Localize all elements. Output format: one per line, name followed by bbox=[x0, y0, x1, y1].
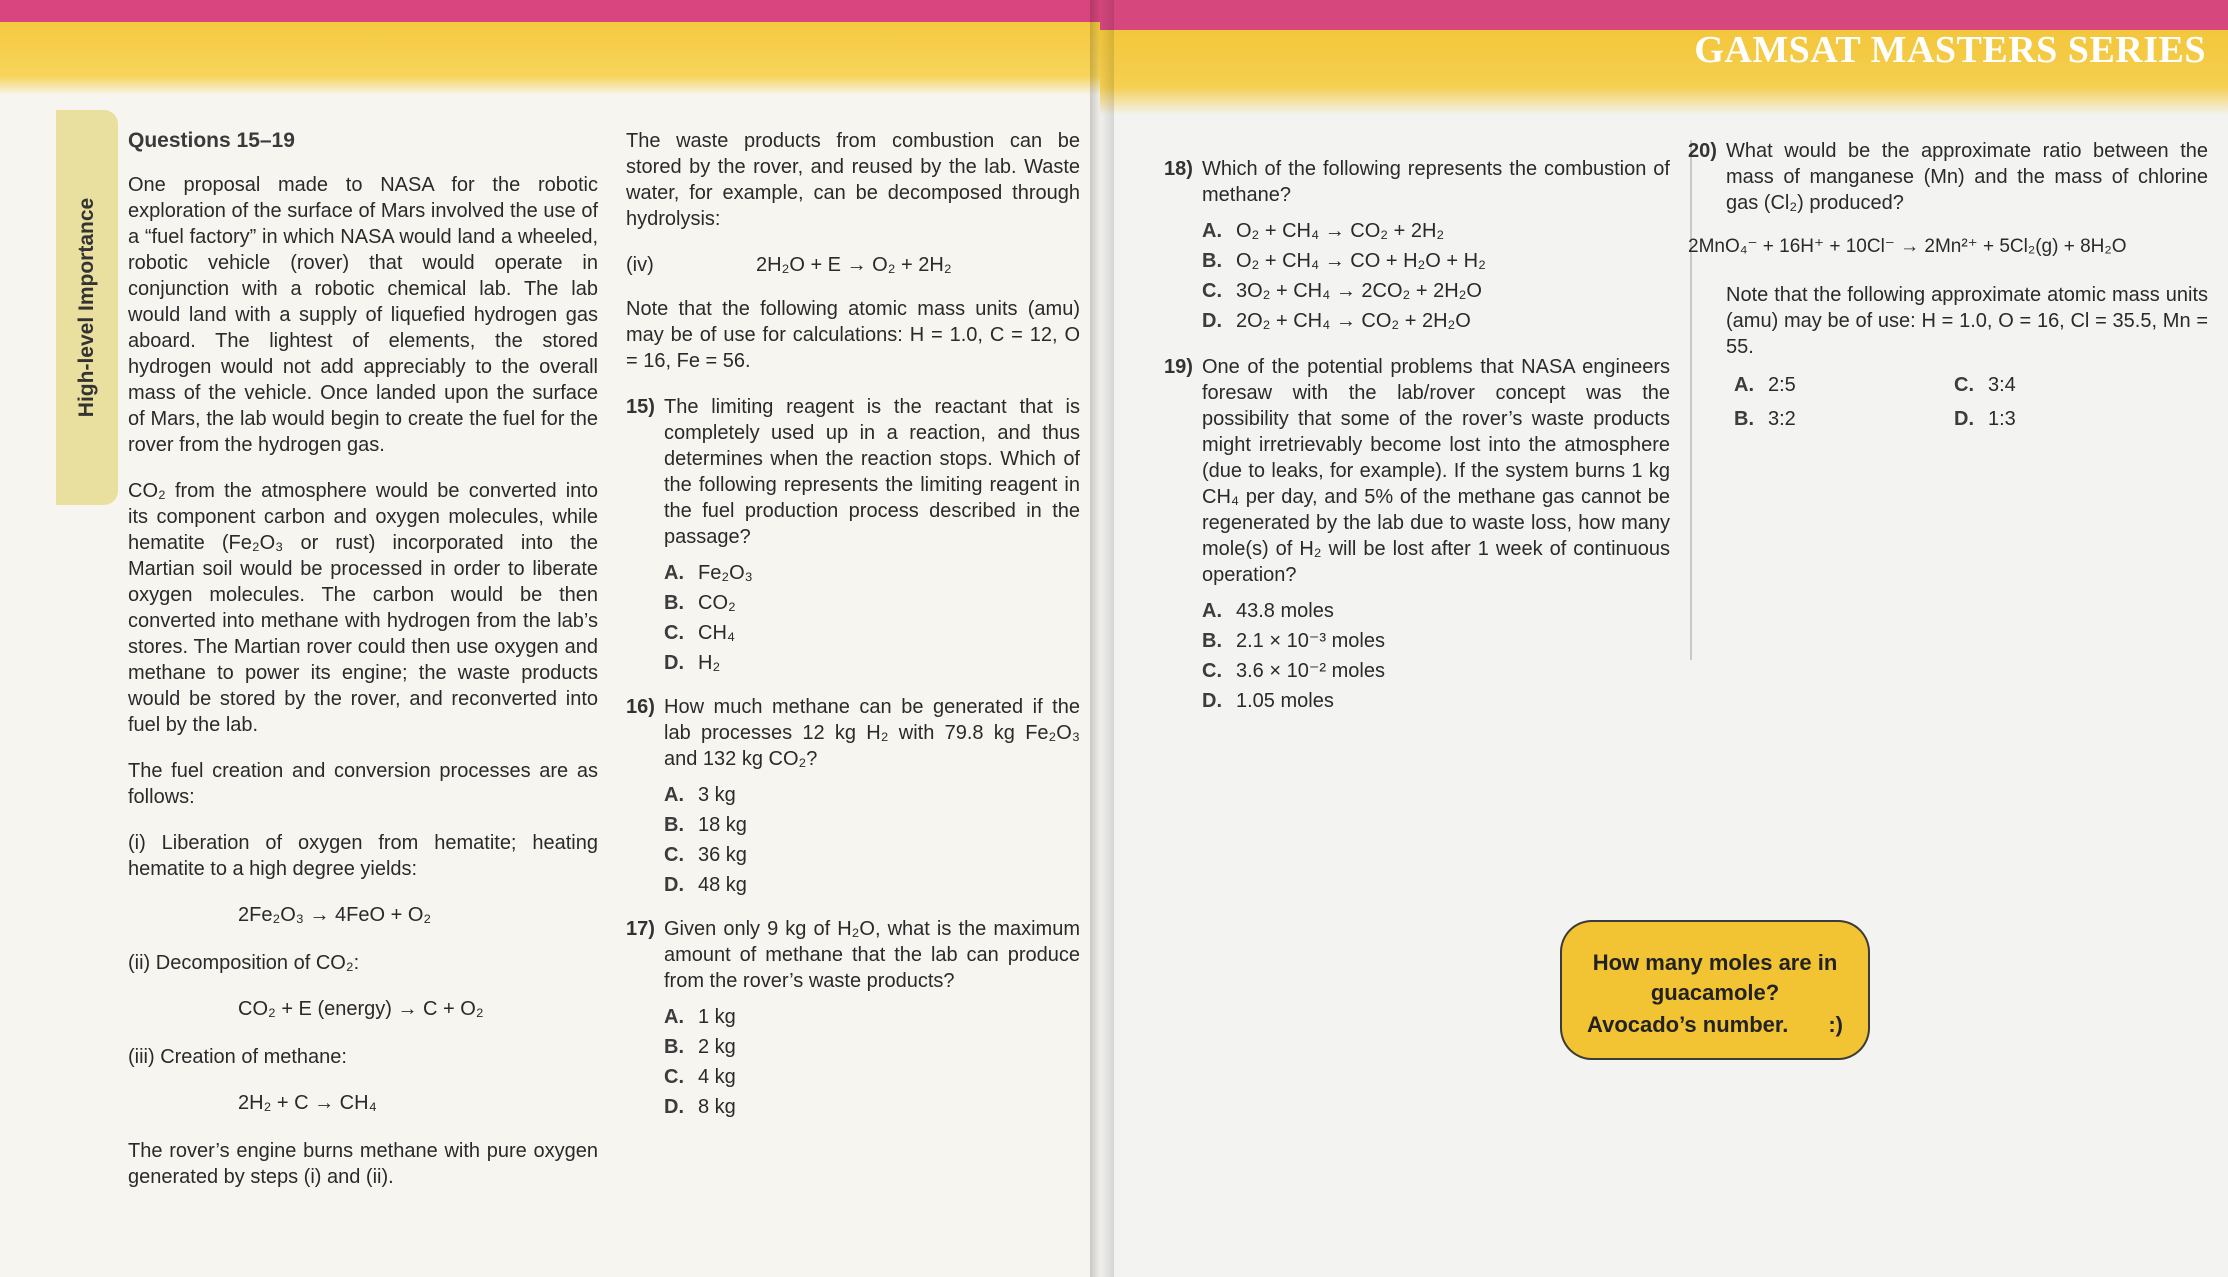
callout-answer: Avocado’s number. bbox=[1587, 1012, 1789, 1037]
option-text: Fe₂O₃ bbox=[698, 562, 753, 584]
option-letter: B. bbox=[664, 592, 684, 614]
question-17 bbox=[626, 916, 1080, 994]
process-step-4: (iv) bbox=[626, 254, 654, 276]
passage-paragraph-6: Note that the following atomic mass units (amu) may be of use for calculations: H = 1.0, C = 12, O = 16, Fe = 56. bbox=[626, 298, 1080, 372]
answer-option[interactable] bbox=[664, 842, 1080, 868]
questions-heading: Questions 15–19 bbox=[128, 129, 295, 152]
option-text: 2 kg bbox=[698, 1036, 736, 1058]
option-text: 2.1 × 10⁻³ moles bbox=[1236, 630, 1385, 652]
right-page-banner bbox=[1100, 0, 2228, 115]
question-18-options bbox=[1202, 218, 1670, 334]
option-letter: B. bbox=[1734, 408, 1754, 430]
question-20-options bbox=[1734, 372, 2208, 436]
left-page bbox=[0, 0, 1100, 1277]
option-letter: C. bbox=[664, 844, 684, 866]
question-19 bbox=[1164, 354, 1670, 588]
option-letter: D. bbox=[1954, 408, 1974, 430]
answer-option[interactable] bbox=[664, 1094, 1080, 1120]
question-16-options bbox=[664, 782, 1080, 898]
option-letter: A. bbox=[1202, 600, 1222, 622]
book-spine-shadow bbox=[1090, 0, 1114, 1277]
question-text: What would be the approximate ratio between the mass of manganese (Mn) and the mass of chlorine gas (Cl₂) produced? bbox=[1726, 140, 2208, 214]
option-letter: D. bbox=[664, 652, 684, 674]
passage-paragraph-1: One proposal made to NASA for the robotic exploration of the surface of Mars involved the use of a “fuel factory” in which NASA would land a wheeled, robotic vehicle (rover) that would operate in conjunction with a robotic chemical lab. The lab would land with a supply of liquefied hydrogen gas aboard. The lightest of elements, the stored hydrogen would not add appreciably to the overall mass of the vehicle. Once landed upon the surface of Mars, the lab would begin to create the fuel for the rover from the hydrogen gas. bbox=[128, 174, 598, 456]
question-20 bbox=[1688, 138, 2208, 216]
option-text: 48 kg bbox=[698, 874, 747, 896]
question-text: Which of the following represents the combustion of methane? bbox=[1202, 158, 1670, 206]
option-text: 18 kg bbox=[698, 814, 747, 836]
answer-option[interactable] bbox=[664, 782, 1080, 808]
equation-4-row bbox=[626, 252, 1080, 278]
option-text: 1.05 moles bbox=[1236, 690, 1334, 712]
importance-tab bbox=[56, 110, 118, 505]
option-text: O₂ + CH₄ → CO + H₂O + H₂ bbox=[1236, 250, 1486, 272]
option-letter: A. bbox=[664, 784, 684, 806]
answer-option[interactable] bbox=[1734, 406, 1954, 432]
option-letter: A. bbox=[1202, 220, 1222, 242]
option-letter: A. bbox=[1734, 374, 1754, 396]
passage-column-1 bbox=[128, 128, 598, 1210]
option-text: 4 kg bbox=[698, 1066, 736, 1088]
joke-callout bbox=[1560, 920, 1870, 1060]
option-letter: B. bbox=[664, 814, 684, 836]
answer-option[interactable] bbox=[664, 1004, 1080, 1030]
questions-column-3 bbox=[1164, 150, 1670, 732]
answer-option[interactable] bbox=[1954, 372, 2154, 398]
right-page bbox=[1100, 0, 2228, 1277]
option-text: 1 kg bbox=[698, 1006, 736, 1028]
smiley-emoticon: :) bbox=[1828, 1012, 1843, 1037]
option-letter: C. bbox=[1202, 660, 1222, 682]
process-step-3: (iii) Creation of methane: bbox=[128, 1046, 347, 1068]
option-text: CO₂ bbox=[698, 592, 736, 614]
option-letter: D. bbox=[664, 1096, 684, 1118]
answer-option[interactable] bbox=[1202, 598, 1670, 624]
question-number: 15) bbox=[626, 396, 655, 418]
option-letter: B. bbox=[664, 1036, 684, 1058]
option-letter: B. bbox=[1202, 250, 1222, 272]
process-step-2: (ii) Decomposition of CO₂: bbox=[128, 952, 360, 974]
answer-option[interactable] bbox=[664, 872, 1080, 898]
option-letter: C. bbox=[664, 1066, 684, 1088]
option-text: 3:4 bbox=[1988, 374, 2016, 396]
passage-paragraph-4: The rover’s engine burns methane with pure oxygen generated by steps (i) and (ii). bbox=[128, 1140, 598, 1188]
option-text: 2O₂ + CH₄ → CO₂ + 2H₂O bbox=[1236, 310, 1471, 332]
question-number: 17) bbox=[626, 918, 655, 940]
option-letter: D. bbox=[1202, 690, 1222, 712]
question-20-note: Note that the following approximate atomic mass units (amu) may be of use: H = 1.0, O = 16, Cl = 35.5, Mn = 55. bbox=[1726, 284, 2208, 358]
answer-option[interactable] bbox=[1202, 248, 1670, 274]
answer-option[interactable] bbox=[1202, 218, 1670, 244]
option-text: 43.8 moles bbox=[1236, 600, 1334, 622]
question-number: 16) bbox=[626, 696, 655, 718]
option-text: 8 kg bbox=[698, 1096, 736, 1118]
option-letter: D. bbox=[1202, 310, 1222, 332]
option-text: 36 kg bbox=[698, 844, 747, 866]
question-text: The limiting reagent is the reactant that is completely used up in a reaction, and thus determines when the reaction stops. Which of the following represents the limiting reagent in the fuel production process described in the passage? bbox=[664, 396, 1080, 548]
question-16 bbox=[626, 694, 1080, 772]
questions-column-4 bbox=[1688, 132, 2208, 436]
series-title: GAMSAT MASTERS SERIES bbox=[1694, 29, 2206, 71]
option-letter: C. bbox=[664, 622, 684, 644]
question-number: 18) bbox=[1164, 158, 1193, 180]
answer-option[interactable] bbox=[664, 590, 1080, 616]
answer-option[interactable] bbox=[1202, 688, 1670, 714]
option-letter: A. bbox=[664, 1006, 684, 1028]
option-text: 3 kg bbox=[698, 784, 736, 806]
process-step-1: (i) Liberation of oxygen from hematite; heating hematite to a high degree yields: bbox=[128, 832, 598, 880]
answer-option[interactable] bbox=[1202, 658, 1670, 684]
option-text: 2:5 bbox=[1768, 374, 1796, 396]
question-number: 20) bbox=[1688, 140, 1717, 162]
callout-question: How many moles are in guacamole? bbox=[1592, 950, 1838, 1005]
question-18 bbox=[1164, 156, 1670, 208]
option-letter: D. bbox=[664, 874, 684, 896]
option-text: H₂ bbox=[698, 652, 721, 674]
question-19-options bbox=[1202, 598, 1670, 714]
option-letter: A. bbox=[664, 562, 684, 584]
equation-3: 2H₂ + C → CH₄ bbox=[238, 1092, 377, 1114]
equation-1: 2Fe₂O₃ → 4FeO + O₂ bbox=[238, 904, 432, 926]
question-15-options bbox=[664, 560, 1080, 676]
question-17-options bbox=[664, 1004, 1080, 1120]
option-text: 3O₂ + CH₄ → 2CO₂ + 2H₂O bbox=[1236, 280, 1482, 302]
answer-option[interactable] bbox=[1734, 372, 1954, 398]
answer-option[interactable] bbox=[664, 560, 1080, 586]
importance-tab-label: High-level Importance bbox=[75, 197, 98, 418]
question-15 bbox=[626, 394, 1080, 550]
question-20-equation: 2MnO₄⁻ + 16H⁺ + 10Cl⁻ → 2Mn²⁺ + 5Cl₂(g) + 8H₂O bbox=[1688, 236, 2127, 257]
passage-paragraph-2: CO₂ from the atmosphere would be converted into its component carbon and oxygen molecules, while hematite (Fe₂O₃ or rust) incorporated into the Martian soil would be processed in order to liberate oxygen molecules. The carbon would be then converted into methane with hydrogen from the lab’s stores. The Martian rover could then use oxygen and methane to power its engine; the waste products would be stored by the rover, and reconverted into fuel by the lab. bbox=[128, 480, 598, 736]
left-page-banner bbox=[0, 0, 1100, 95]
question-text: One of the potential problems that NASA engineers foresaw with the lab/rover concept was the possibility that some of the rover’s waste products might irretrievably become lost into the atmosphere (due to leaks, for example). If the system burns 1 kg CH₄ per day, and 5% of the methane gas cannot be regenerated by the lab due to waste loss, how many mole(s) of H₂ will be lost after 1 week of continuous operation? bbox=[1202, 356, 1670, 586]
option-text: O₂ + CH₄ → CO₂ + 2H₂ bbox=[1236, 220, 1445, 242]
option-letter: C. bbox=[1954, 374, 1974, 396]
equation-2: CO₂ + E (energy) → C + O₂ bbox=[238, 998, 484, 1020]
answer-option[interactable] bbox=[1954, 406, 2154, 432]
option-text: 3:2 bbox=[1768, 408, 1796, 430]
passage-paragraph-5: The waste products from combustion can be stored by the rover, and reused by the lab. Waste water, for example, can be decomposed through hydrolysis: bbox=[626, 130, 1080, 230]
answer-option[interactable] bbox=[664, 620, 1080, 646]
answer-option[interactable] bbox=[664, 1064, 1080, 1090]
option-letter: B. bbox=[1202, 630, 1222, 652]
passage-paragraph-3: The fuel creation and conversion processes are as follows: bbox=[128, 760, 598, 808]
answer-option[interactable] bbox=[1202, 308, 1670, 334]
callout-answer-row bbox=[1560, 1012, 1870, 1038]
option-text: 3.6 × 10⁻² moles bbox=[1236, 660, 1385, 682]
equation-4: 2H₂O + E → O₂ + 2H₂ bbox=[756, 254, 952, 276]
question-text: Given only 9 kg of H₂O, what is the maximum amount of methane that the lab can produce from the rover’s waste products? bbox=[664, 918, 1080, 992]
option-letter: C. bbox=[1202, 280, 1222, 302]
answer-option[interactable] bbox=[664, 1034, 1080, 1060]
question-text: How much methane can be generated if the lab processes 12 kg H₂ with 79.8 kg Fe₂O₃ and 132 kg CO₂? bbox=[664, 696, 1080, 770]
question-number: 19) bbox=[1164, 356, 1193, 378]
answer-option[interactable] bbox=[1202, 628, 1670, 654]
option-text: 1:3 bbox=[1988, 408, 2016, 430]
passage-column-2 bbox=[626, 128, 1080, 1138]
answer-option[interactable] bbox=[664, 812, 1080, 838]
option-text: CH₄ bbox=[698, 622, 736, 644]
answer-option[interactable] bbox=[1202, 278, 1670, 304]
answer-option[interactable] bbox=[664, 650, 1080, 676]
